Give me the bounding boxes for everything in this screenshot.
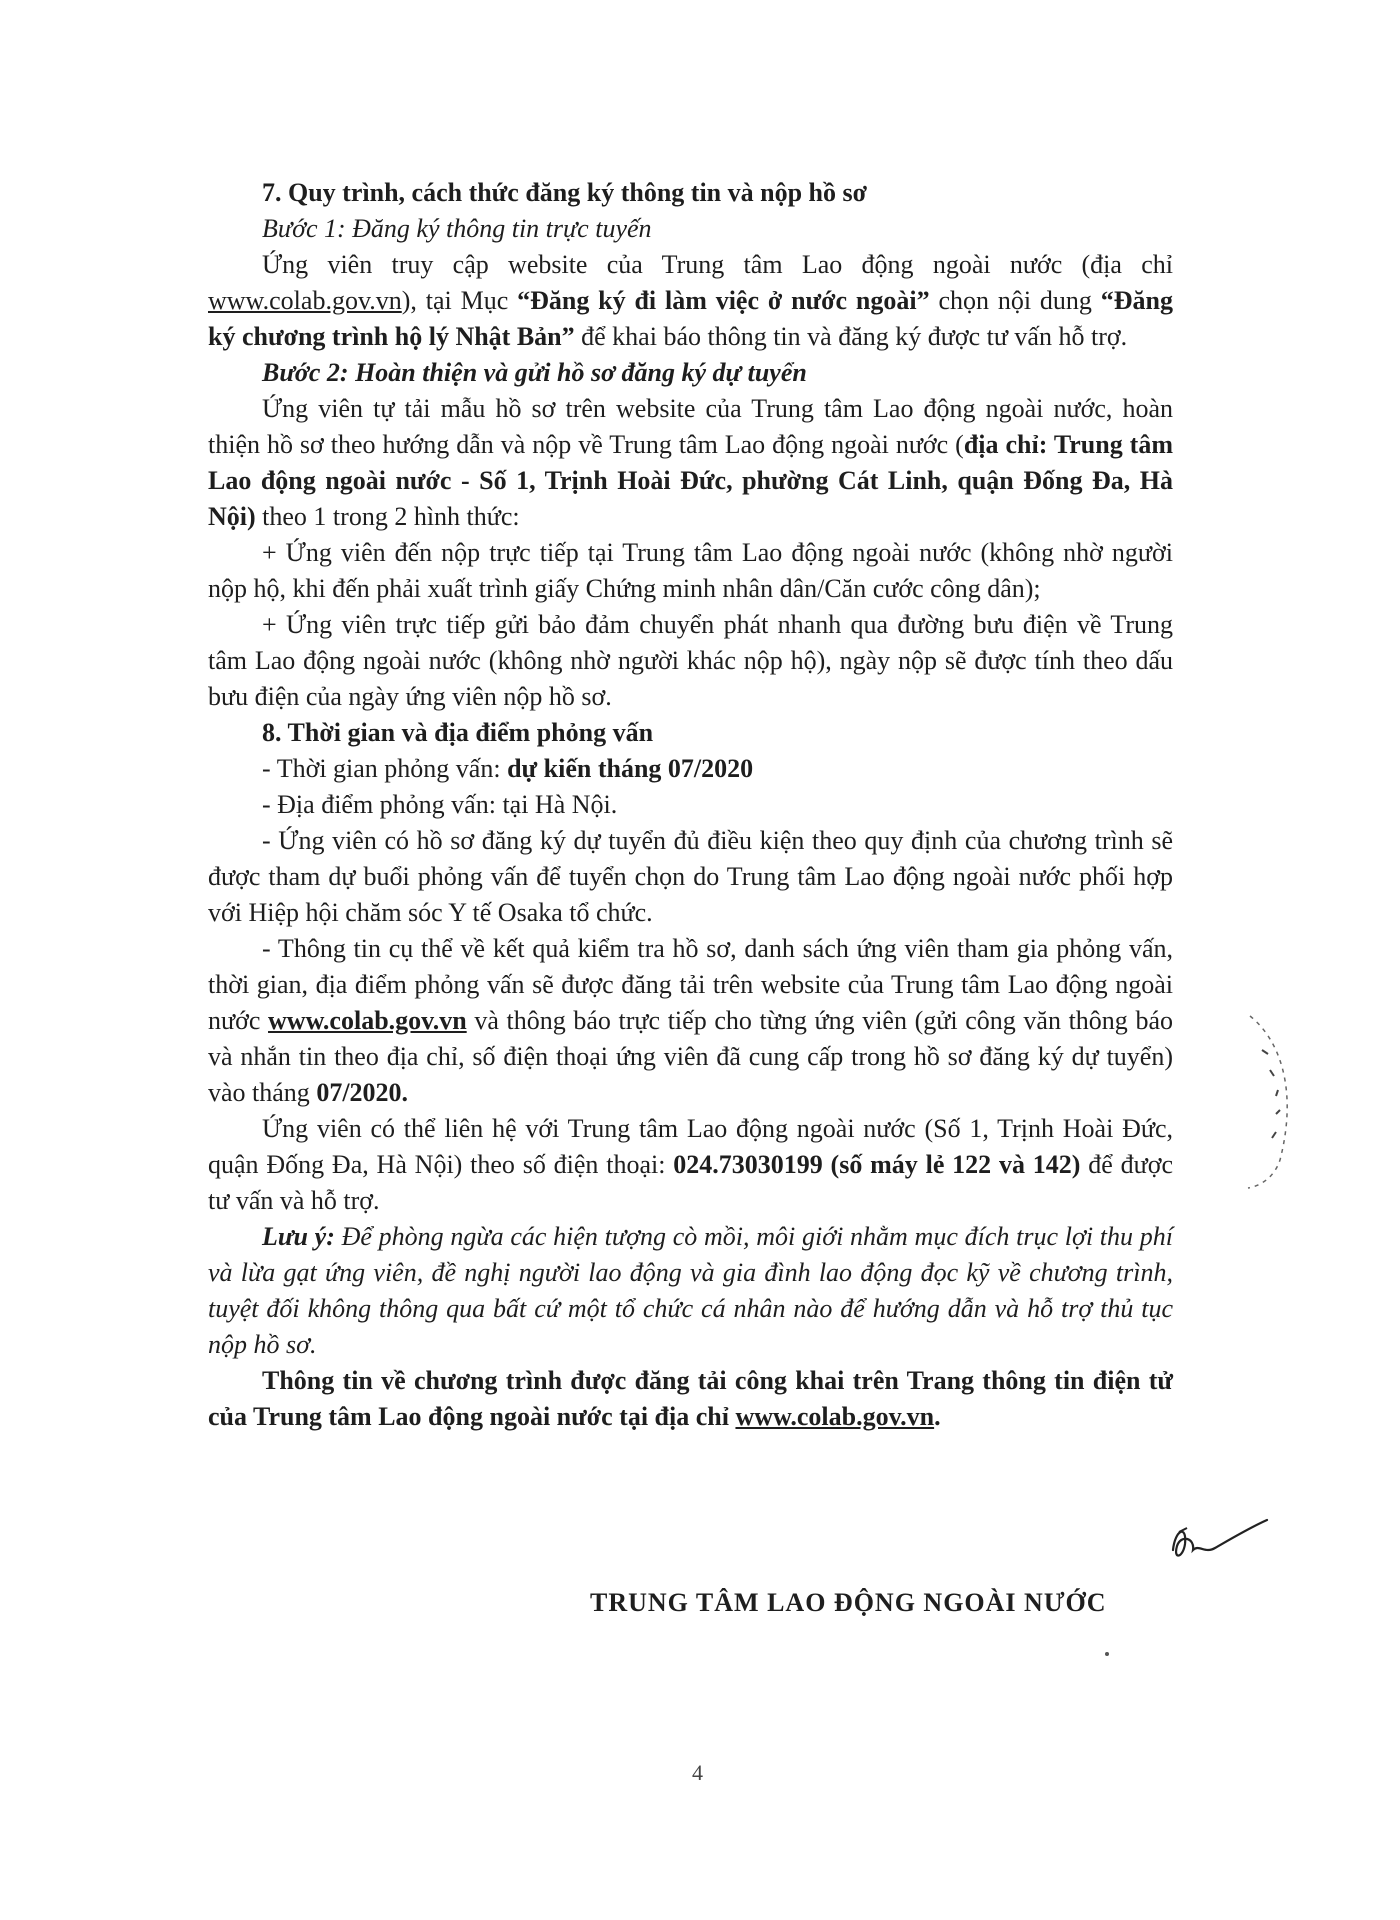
colab-website-link-2[interactable]: www.colab.gov.vn: [268, 1006, 467, 1035]
step-1-title: Bước 1: Đăng ký thông tin trực tuyến: [262, 214, 652, 243]
contact-phone: 024.73030199 (số máy lẻ 122 và 142): [673, 1150, 1081, 1179]
info-text-a: - Thông tin cụ thể về kết quả kiểm tra hồ sơ, danh sách ứng viên tham gia phỏng vấn, thời gian, địa điểm phỏng vấn sẽ được đăng tải trên website của Trung tâm Lao động ngoài nước: [208, 934, 1173, 1035]
step-2-title: Bước 2: Hoàn thiện và gửi hồ sơ đăng ký dự tuyển: [262, 358, 807, 387]
note-paragraph: [208, 1219, 1173, 1363]
note-text: Để phòng ngừa các hiện tượng cò mồi, môi giới nhằm mục đích trục lợi thu phí và lừa gạt ứng viên, đề nghị người lao động và gia đình lao động đọc kỹ về chương trình, tuyệt đối không thông qua bất cứ một tổ chức cá nhân nào để hướng dẫn và hỗ trợ thủ tục nộp hồ sơ.: [208, 1222, 1174, 1359]
eligibility-paragraph: - Ứng viên có hồ sơ đăng ký dự tuyển đủ điều kiện theo quy định của chương trình sẽ được tham dự buổi phỏng vấn để tuyển chọn do Trung tâm Lao động ngoài nước phối hợp với Hiệp hội chăm sóc Y tế Osaka tổ chức.: [208, 826, 1173, 927]
document-body: [208, 175, 1173, 1435]
closing-paragraph: [208, 1363, 1173, 1435]
step-1-text-c: chọn nội dung: [929, 286, 1101, 315]
interview-info-paragraph: [208, 931, 1173, 1111]
step-1-text-d: để khai báo thông tin và đăng ký được tư vấn hỗ trợ.: [574, 322, 1128, 351]
step-1-paragraph: [208, 247, 1173, 355]
interview-time: [208, 751, 1173, 787]
submission-option-1: + Ứng viên đến nộp trực tiếp tại Trung tâm Lao động ngoài nước (không nhờ người nộp hộ, khi đến phải xuất trình giấy Chứng minh nhân dân/Căn cước công dân);: [208, 538, 1173, 603]
section-8-heading: 8. Thời gian và địa điểm phỏng vấn: [262, 718, 654, 747]
issuing-organization: TRUNG TÂM LAO ĐỘNG NGOÀI NƯỚC: [590, 1588, 1107, 1617]
contact-paragraph: [208, 1111, 1173, 1219]
colab-website-link[interactable]: www.colab.gov.vn: [208, 286, 402, 315]
step-1-menu-name: “Đăng ký đi làm việc ở nước ngoài”: [517, 286, 930, 315]
page-number: 4: [692, 1760, 703, 1785]
step-2-text-a: Ứng viên tự tải mẫu hồ sơ trên website của Trung tâm Lao động ngoài nước, hoàn thiện hồ sơ theo hướng dẫn và nộp về Trung tâm Lao động ngoài nước (: [208, 394, 1173, 459]
submission-option-2: + Ứng viên trực tiếp gửi bảo đảm chuyển phát nhanh qua đường bưu điện về Trung tâm Lao động ngoài nước (không nhờ người khác nộp hộ), ngày nộp sẽ được tính theo dấu bưu điện của ngày ứng viên nộp hồ sơ.: [208, 610, 1173, 711]
step-1-text-a: Ứng viên truy cập website của Trung tâm Lao động ngoài nước (địa chỉ: [262, 250, 1173, 279]
step-2-paragraph: [208, 391, 1173, 535]
step-1-text-b: ), tại Mục: [401, 286, 518, 315]
step-2-text-b: theo 1 trong 2 hình thức:: [255, 502, 520, 531]
info-text-b: và thông báo trực tiếp cho từng ứng viên (gửi công văn thông báo và nhắn tin theo địa chỉ, số điện thoại ứng viên đã cung cấp trong hồ sơ đăng ký dự tuyển) vào tháng: [208, 1006, 1173, 1107]
stray-mark: [1105, 1652, 1109, 1656]
note-label: Lưu ý:: [262, 1222, 335, 1251]
initials-signature-icon: [1165, 1510, 1270, 1568]
interview-time-value: dự kiến tháng 07/2020: [507, 754, 754, 783]
contact-text-b: để được tư vấn và hỗ trợ.: [208, 1150, 1174, 1215]
closing-text-b: .: [934, 1402, 941, 1431]
page-stamp-icon: [1240, 1010, 1300, 1190]
interview-place: - Địa điểm phỏng vấn: tại Hà Nội.: [262, 790, 618, 819]
colab-website-link-3[interactable]: www.colab.gov.vn: [735, 1402, 935, 1431]
step-2-address: địa chỉ: Trung tâm Lao động ngoài nước - Số 1, Trịnh Hoài Đức, phường Cát Linh, quận Đống Đa, Hà Nội): [208, 430, 1173, 531]
closing-text-a: Thông tin về chương trình được đăng tải công khai trên Trang thông tin điện tử của Trung tâm Lao động ngoài nước tại địa chỉ: [208, 1366, 1173, 1431]
contact-text-a: Ứng viên có thể liên hệ với Trung tâm Lao động ngoài nước (Số 1, Trịnh Hoài Đức, quận Đống Đa, Hà Nội) theo số điện thoại:: [208, 1114, 1173, 1179]
info-month: 07/2020.: [316, 1078, 409, 1107]
section-7-heading: 7. Quy trình, cách thức đăng ký thông tin và nộp hồ sơ: [262, 178, 868, 207]
step-1-program-name: “Đăng ký chương trình hộ lý Nhật Bản”: [208, 286, 1173, 351]
interview-time-label: - Thời gian phỏng vấn:: [262, 754, 508, 783]
